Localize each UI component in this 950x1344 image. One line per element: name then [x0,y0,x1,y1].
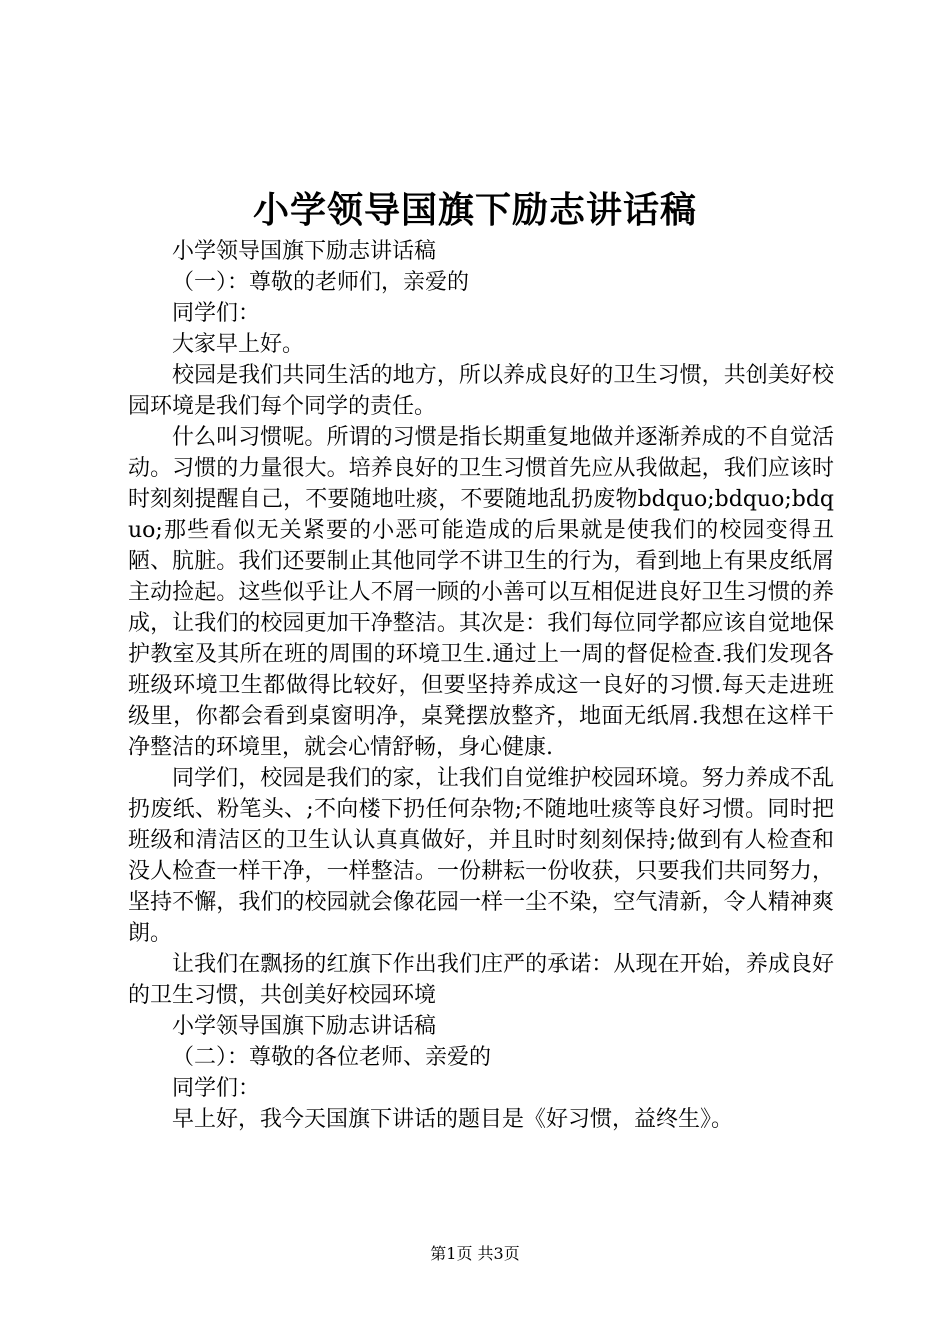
paragraph: 校园是我们共同生活的地方，所以养成良好的卫生习惯，共创美好校园环境是我们每个同学的责任。 [128,363,834,419]
paragraph: 同学们： [172,301,261,326]
paragraph: 同学们，校园是我们的家，让我们自觉维护校园环境。努力养成不乱扔废纸、粉笔头、;不向楼下扔任何杂物;不随地吐痰等良好习惯。同时把班级和清洁区的卫生认认真真做好，并且时时刻刻保持;做到有人检查和没人检查一样干净，一样整洁。一份耕耘一份收获，只要我们共同努力，坚持不懈，我们的校园就会像花园一样一尘不染，空气清新，令人精神爽朗。 [128,766,834,946]
paragraph: 什么叫习惯呢。所谓的习惯是指长期重复地做并逐渐养成的不自觉活动。习惯的力量很大。培养良好的卫生习惯首先应从我做起，我们应该时时刻刻提醒自己，不要随地吐痰，不要随地乱扔废物bdquo;bdquo;bdquo;那些看似无关紧要的小恶可能造成的后果就是使我们的校园变得丑陋、肮脏。我们还要制止其他同学不讲卫生的行为，看到地上有果皮纸屑主动捡起。这些似乎让人不屑一顾的小善可以互相促进良好卫生习惯的养成，让我们的校园更加干净整洁。其次是：我们每位同学都应该自觉地保护教室及其所在班的周围的环境卫生.通过上一周的督促检查.我们发现各班级环境卫生都做得比较好，但要坚持养成这一良好的习惯.每天走进班级里，你都会看到桌窗明净，桌凳摆放整齐，地面无纸屑.我想在这样干净整洁的环境里，就会心情舒畅，身心健康. [128,425,834,760]
paragraph: （一）：尊敬的老师们，亲爱的 [172,270,470,295]
document-body [128,236,834,1135]
paragraph: 同学们： [172,1076,261,1101]
paragraph: 让我们在飘扬的红旗下作出我们庄严的承诺：从现在开始，养成良好的卫生习惯，共创美好校园环境 [128,952,834,1008]
paragraph: 大家早上好。 [172,332,305,357]
paragraph: （二）：尊敬的各位老师、亲爱的 [172,1045,492,1070]
page-footer: 第1页 共3页 [430,1244,520,1263]
paragraph: 早上好，我今天国旗下讲话的题目是《好习惯，益终生》。 [172,1107,734,1132]
paragraph: 小学领导国旗下励志讲话稿 [172,1014,437,1039]
document-title: 小学领导国旗下励志讲话稿 [252,189,697,231]
paragraph: 小学领导国旗下励志讲话稿 [172,239,437,264]
